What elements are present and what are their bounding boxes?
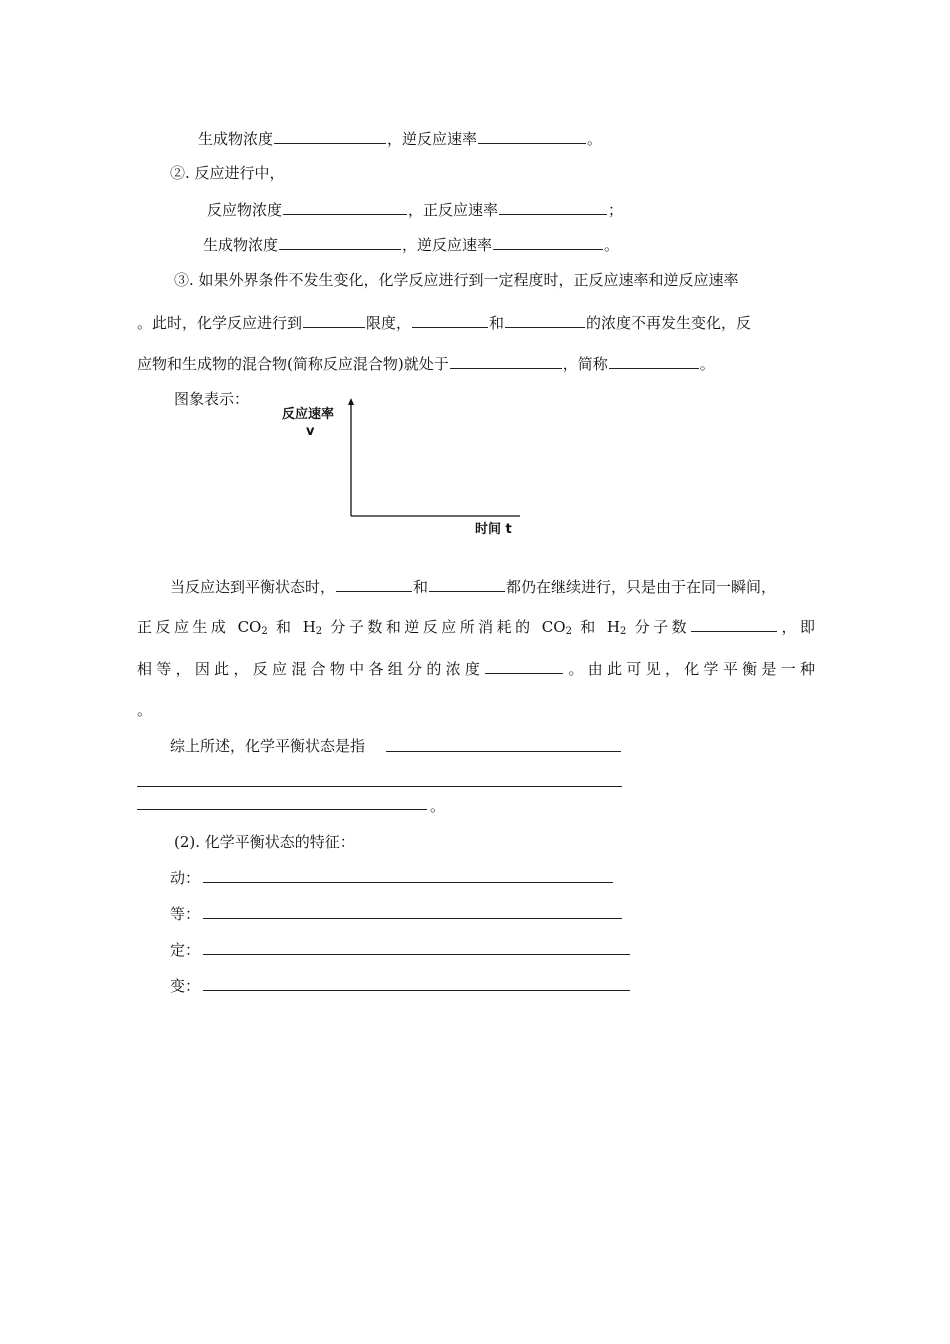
line-limit: [137, 312, 751, 333]
line-product-conc-1: [198, 128, 602, 149]
text: ，即: [778, 618, 815, 636]
graph-x-label: 时间 t: [475, 522, 512, 537]
text: ，正反应速率: [408, 201, 499, 219]
blank-substance-1[interactable]: [412, 312, 488, 328]
text: 。: [587, 130, 603, 148]
blank-reverse-rate-2[interactable]: [493, 234, 603, 250]
graph-y-var: v: [306, 424, 315, 439]
text: 当反应达到平衡状态时，: [170, 578, 336, 596]
feature-item: [170, 940, 200, 960]
subscript: 2: [261, 626, 268, 637]
text: 。: [137, 701, 153, 719]
blank-reverse[interactable]: [429, 576, 505, 592]
blank-summary-1[interactable]: [386, 751, 621, 752]
text: ，简称: [562, 355, 608, 373]
subscript: 2: [620, 626, 627, 637]
text: 都仍在继续进行，只是由于在同一瞬间，: [506, 578, 777, 596]
line-condition: [174, 270, 739, 290]
text: ；: [608, 201, 624, 219]
text: ③. 如果外界条件不发生变化，化学反应进行到一定程度时，正反应速率和逆反应速率: [174, 271, 739, 289]
text: ，逆反应速率: [402, 236, 493, 254]
text: 。此时，化学反应进行到: [137, 314, 303, 332]
blank-feature-dynamic[interactable]: [203, 882, 613, 883]
feature-label: 等：: [170, 905, 201, 923]
blank-forward[interactable]: [336, 576, 412, 592]
graph-intro: [174, 389, 249, 409]
text: 生成物浓度: [203, 236, 279, 254]
y-axis-arrow-icon: [348, 398, 354, 405]
feature-label: 动：: [170, 869, 201, 887]
feature-label: 变：: [170, 977, 201, 995]
text: 。由此可见，化学平衡是一种: [564, 660, 815, 678]
text: 。: [699, 355, 715, 373]
text: 分子数和逆反应所消耗的 CO: [330, 618, 566, 636]
para-equilibrium-4: [137, 700, 152, 720]
blank-state[interactable]: [450, 353, 562, 369]
blank-feature-equal[interactable]: [203, 918, 622, 919]
summary-line: [170, 736, 365, 756]
feature-item: [170, 868, 200, 888]
line-reactant-conc: [207, 199, 623, 220]
text: 正反应生成 CO: [137, 618, 262, 636]
subscript: 2: [315, 626, 323, 637]
blank-reactant-conc[interactable]: [283, 199, 407, 215]
text: 反应物浓度: [207, 201, 283, 219]
blank-summary-2[interactable]: [137, 786, 622, 787]
blank-concentration[interactable]: [485, 658, 563, 674]
feature-item: [170, 904, 200, 924]
para-equilibrium-3: [137, 658, 815, 679]
line-in-progress: [170, 163, 285, 183]
blank-product-conc-1[interactable]: [274, 128, 386, 144]
text: 。: [604, 236, 620, 254]
graph-y-label: 反应速率: [282, 407, 335, 422]
blank-short-name[interactable]: [609, 353, 699, 369]
text: 和 H: [580, 618, 620, 636]
blank-forward-rate[interactable]: [499, 199, 607, 215]
blank-feature-change[interactable]: [203, 990, 630, 991]
blank-substance-2[interactable]: [505, 312, 585, 328]
text: 限度，: [366, 314, 412, 332]
text: (2). 化学平衡状态的特征：: [174, 833, 355, 851]
summary-end: [430, 796, 445, 816]
text: 应物和生成物的混合物(简称反应混合物)就处于: [137, 355, 449, 373]
feature-item: [170, 976, 200, 996]
text: 相等，因此，反应混合物中各组分的浓度: [137, 660, 485, 678]
graph-axes: [330, 396, 530, 526]
para-equilibrium-1: [170, 576, 776, 597]
text: 综上所述，化学平衡状态是指: [170, 737, 366, 755]
text: 和 H: [275, 618, 316, 636]
blank-feature-constant[interactable]: [203, 954, 630, 955]
text: ，逆反应速率: [387, 130, 478, 148]
blank-product-conc-2[interactable]: [279, 234, 401, 250]
blank-reverse-rate-1[interactable]: [478, 128, 586, 144]
blank-limit[interactable]: [303, 312, 365, 328]
features-title: [174, 832, 355, 852]
blank-molecules[interactable]: [691, 616, 777, 632]
text: 生成物浓度: [198, 130, 274, 148]
blank-summary-3[interactable]: [137, 809, 427, 810]
text: 。: [430, 797, 446, 815]
text: 和: [489, 314, 505, 332]
text: 和: [413, 578, 429, 596]
line-product-conc-2: [203, 234, 619, 255]
text: 图象表示：: [174, 390, 250, 408]
subscript: 2: [565, 626, 572, 637]
para-equilibrium-2: [137, 616, 815, 642]
line-equilibrium-state: [137, 353, 715, 374]
text: ②. 反应进行中，: [170, 164, 285, 182]
text: 分子数: [634, 618, 691, 636]
feature-label: 定：: [170, 941, 201, 959]
text: 的浓度不再发生变化，反: [586, 314, 752, 332]
